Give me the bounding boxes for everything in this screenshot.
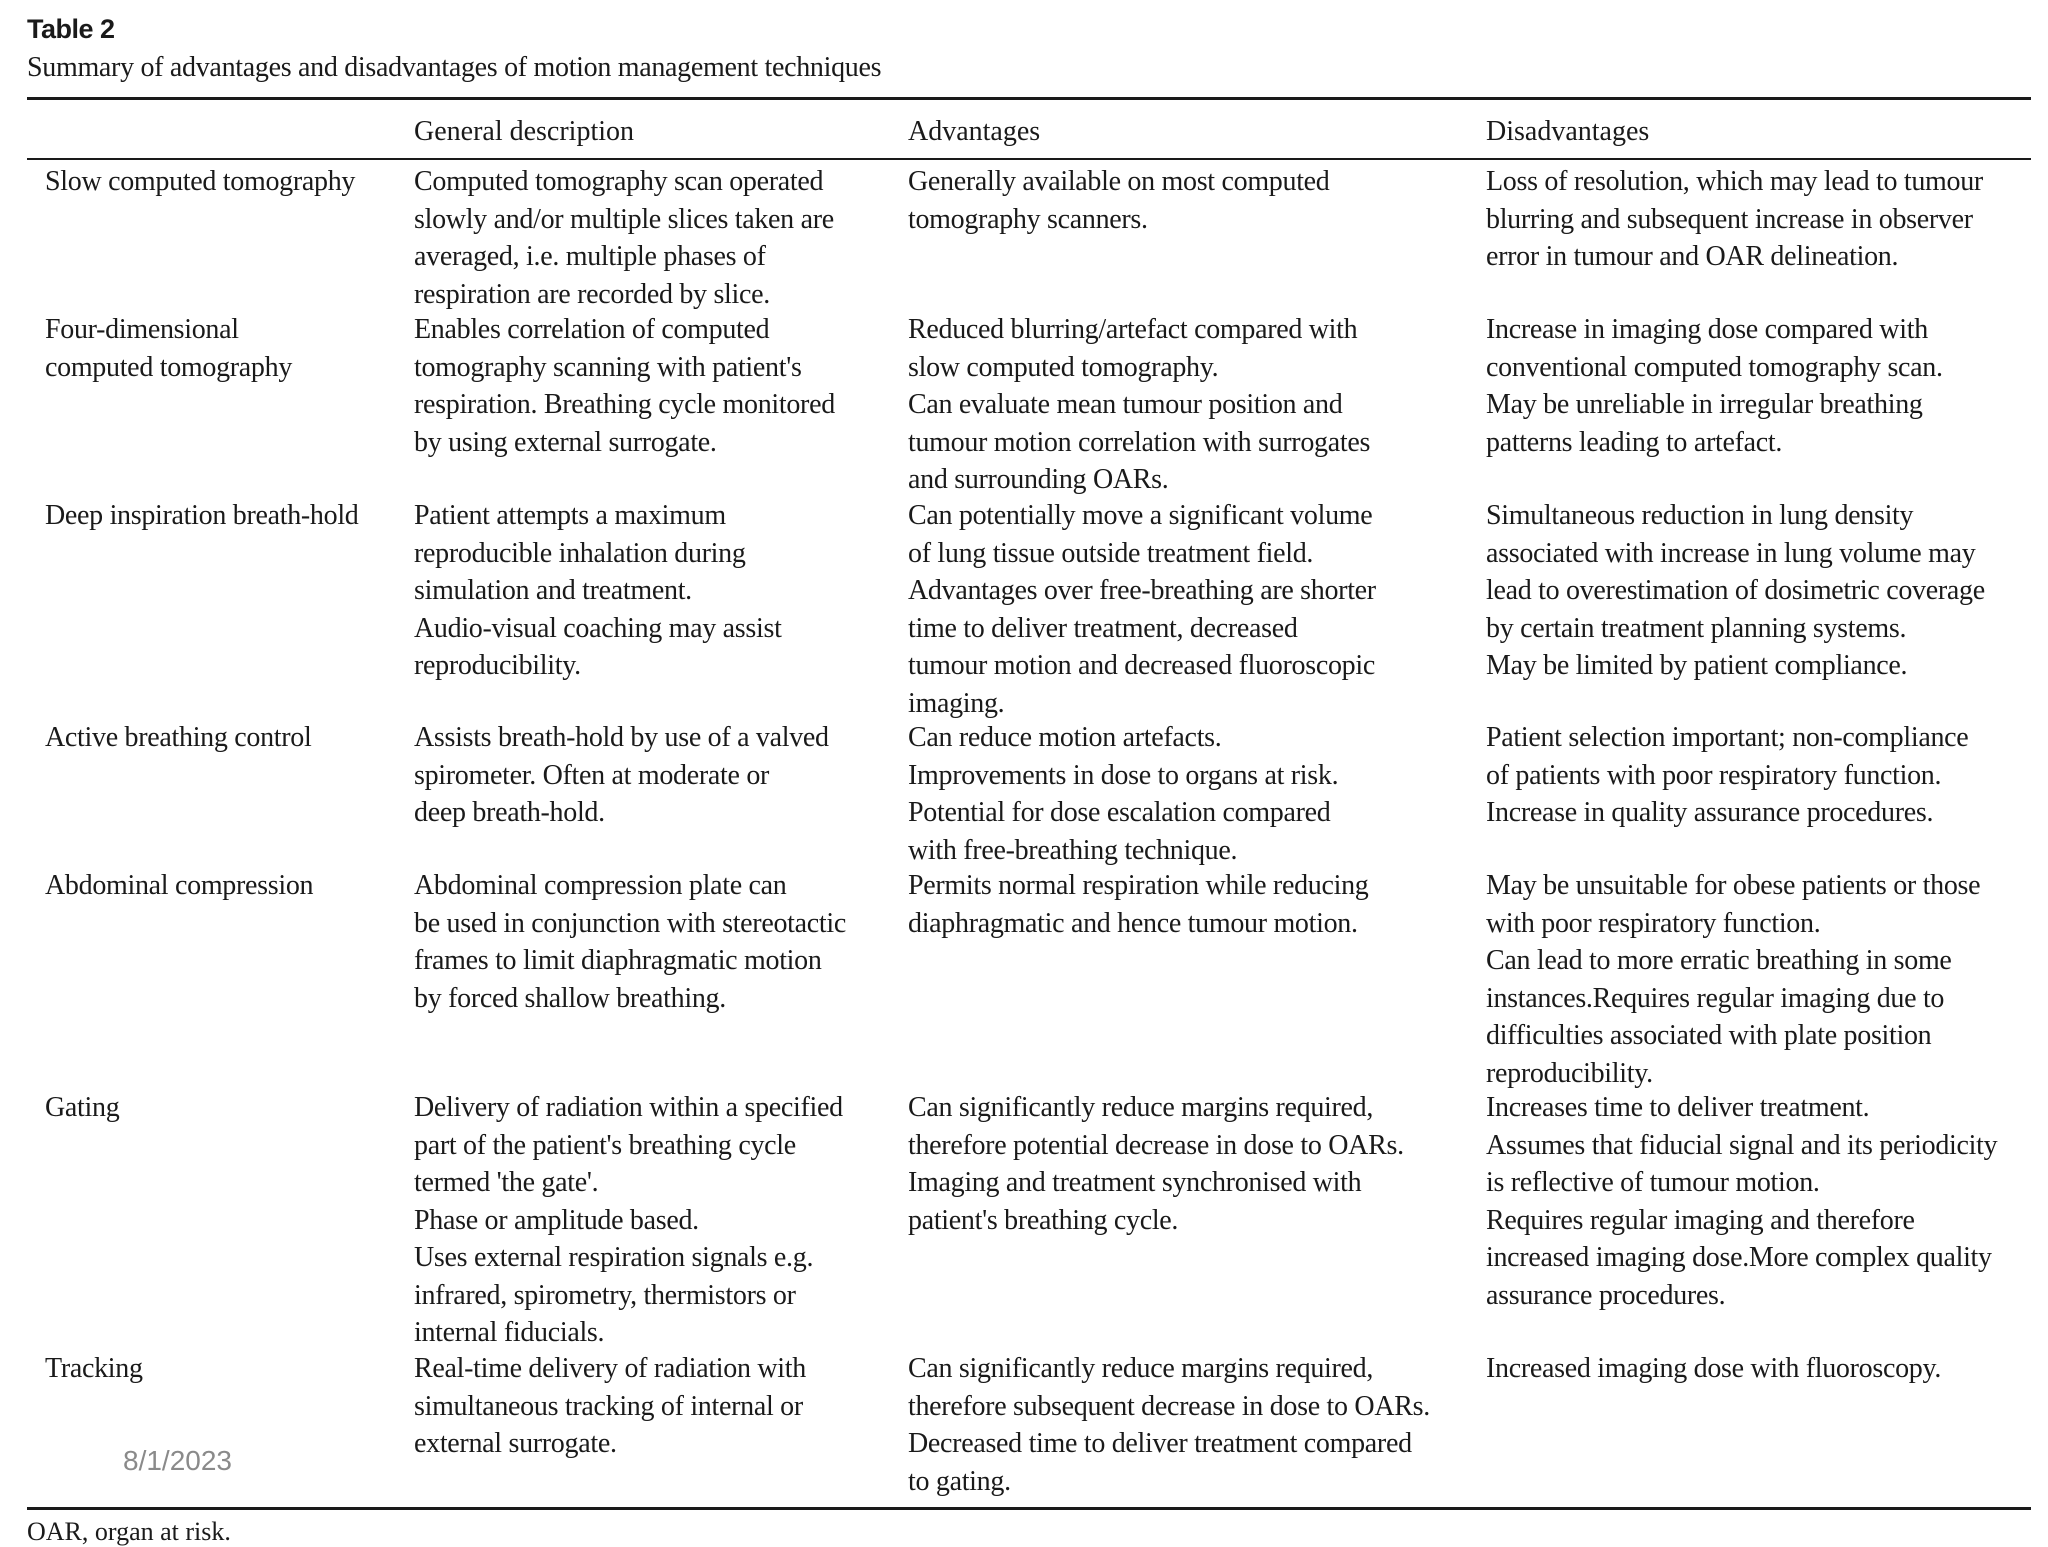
advantages-cell: Reduced blurring/artefact compared with slow computed tomography. Can evaluate mean tumour position and tumour motion correlation with surrogates and surrounding OARs.	[908, 314, 1371, 495]
advantages-cell: Can reduce motion artefacts. Improvements in dose to organs at risk. Potential for dose escalation compared with free-breathing technique.	[908, 722, 1339, 866]
description-cell: Patient attempts a maximum reproducible inhalation during simulation and treatment. Audio-visual coaching may assist reproducibility.	[414, 500, 782, 681]
advantages-cell: Can significantly reduce margins required, therefore potential decrease in dose to OARs. Imaging and treatment synchronised with patient's breathing cycle.	[908, 1092, 1404, 1236]
technique-name: Slow computed tomography	[45, 166, 356, 197]
table-caption: Summary of advantages and disadvantages of motion management techniques	[27, 52, 882, 83]
description-cell: Assists breath-hold by use of a valved spirometer. Often at moderate or deep breath-hold.	[414, 722, 829, 828]
technique-name: Abdominal compression	[45, 870, 314, 901]
technique-name: Gating	[45, 1092, 120, 1123]
technique-name: Tracking	[45, 1353, 143, 1384]
description-cell: Computed tomography scan operated slowly and/or multiple slices taken are averaged, i.e. multiple phases of respiration are recorded by slice.	[414, 166, 834, 310]
header-disadvantages: Disadvantages	[1486, 116, 1650, 147]
technique-name: Deep inspiration breath-hold	[45, 500, 359, 531]
technique-name: Four-dimensional computed tomography	[45, 314, 293, 383]
description-cell: Real-time delivery of radiation with simultaneous tracking of internal or external surrogate.	[414, 1353, 806, 1459]
table-footnote: OAR, organ at risk.	[27, 1517, 231, 1546]
advantages-cell: Permits normal respiration while reducing diaphragmatic and hence tumour motion.	[908, 870, 1369, 939]
disadvantages-cell: Increase in imaging dose compared with conventional computed tomography scan. May be unreliable in irregular breathing patterns leading to artefact.	[1486, 314, 1943, 458]
disadvantages-cell: Loss of resolution, which may lead to tumour blurring and subsequent increase in observer error in tumour and OAR delineation.	[1486, 166, 1983, 272]
table-label: Table 2	[27, 14, 115, 44]
advantages-cell: Generally available on most computed tomography scanners.	[908, 166, 1330, 235]
header-rule	[27, 158, 2031, 160]
advantages-cell: Can significantly reduce margins required, therefore subsequent decrease in dose to OARs. Decreased time to deliver treatment compared to gating.	[908, 1353, 1430, 1497]
disadvantages-cell: Simultaneous reduction in lung density associated with increase in lung volume may lead to overestimation of dosimetric coverage by certain treatment planning systems. May be limited by patient compliance.	[1486, 500, 1985, 681]
disadvantages-cell: May be unsuitable for obese patients or those with poor respiratory function. Can lead to more erratic breathing in some instances.Requires regular imaging due to difficulties associated with plate position reproducibility.	[1486, 870, 1981, 1089]
advantages-cell: Can potentially move a significant volume of lung tissue outside treatment field. Advantages over free-breathing are shorter time to deliver treatment, decreased tumour motion and decreased fluoroscopic imaging.	[908, 500, 1376, 719]
disadvantages-cell: Increased imaging dose with fluoroscopy.	[1486, 1353, 1942, 1384]
header-general-description: General description	[414, 116, 635, 147]
technique-name: Active breathing control	[45, 722, 312, 753]
top-rule	[27, 97, 2031, 100]
description-cell: Abdominal compression plate can be used in conjunction with stereotactic frames to limit diaphragmatic motion by forced shallow breathing.	[414, 870, 846, 1014]
disadvantages-cell: Increases time to deliver treatment. Assumes that fiducial signal and its periodicity is reflective of tumour motion. Requires regular imaging and therefore increased imaging dose.More complex quality assurance procedures.	[1486, 1092, 1998, 1311]
header-advantages: Advantages	[908, 116, 1041, 147]
disadvantages-cell: Patient selection important; non-compliance of patients with poor respiratory function. Increase in quality assurance procedures.	[1486, 722, 1969, 828]
description-cell: Delivery of radiation within a specified part of the patient's breathing cycle termed 'the gate'. Phase or amplitude based. Uses external respiration signals e.g. infrared, spirometry, thermistors or internal fiducials.	[414, 1092, 843, 1348]
bottom-rule	[27, 1507, 2031, 1510]
slide-date: 8/1/2023	[123, 1445, 232, 1476]
description-cell: Enables correlation of computed tomography scanning with patient's respiration. Breathing cycle monitored by using external surrogate.	[414, 314, 835, 458]
